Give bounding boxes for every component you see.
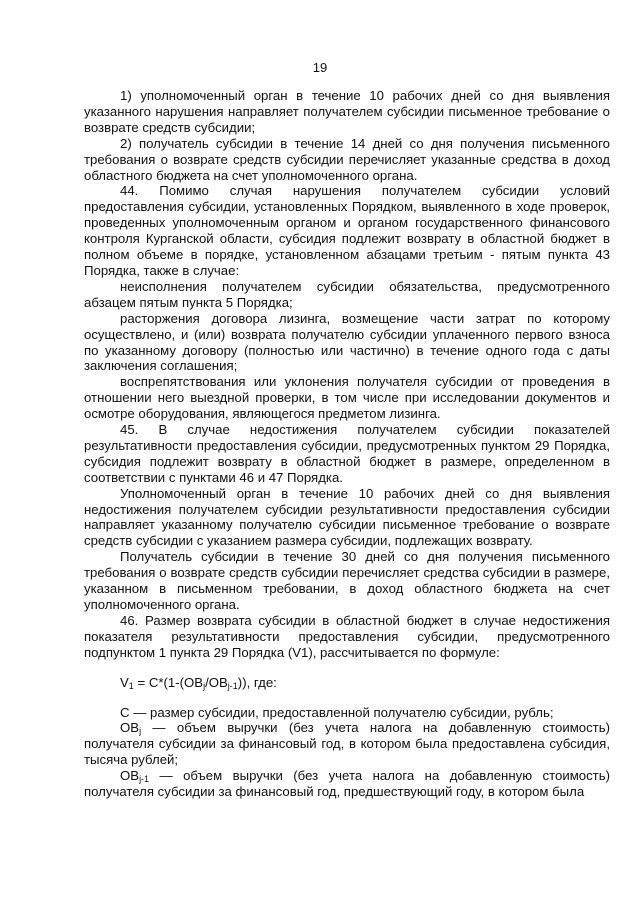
paragraph-43-1: 1) уполномоченный орган в течение 10 рабочих дней со дня выявления указанного нарушения направляет получателем субсидии письменное требование о возврате средств субсидии; [84,88,610,135]
definition-c [84,705,610,721]
definition-text: — объем выручки (без учета налога на добавленную стоимость) получателя субсидии за финансовый год, предшествующий году, в котором была [84,768,610,800]
definition-sub: j [139,726,142,737]
definition-text: — объем выручки (без учета налога на добавленную стоимость) получателя субсидии за финансовый год, в котором была предоставлена субсидия, тысяча рублей; [84,720,610,768]
paragraph-45-notice: Уполномоченный орган в течение 10 рабочих дней со дня выявления недостижения получателем субсидии результативности предоставления субсидии направляет указанному получателю субсидии письменное требование о возврате средств субсидии с указанием размера субсидии, подлежащих возврату. [84,485,610,549]
paragraph-44-case-2: расторжения договора лизинга, возмещение части затрат по которому осуществлено, и (или) возврата получателю субсидии уплаченного первого взноса по указанному договору (полностью или частично) в течение одного года с даты заключения соглашения; [84,310,610,374]
page-number: 19 [312,60,328,75]
paragraph-43-2: 2) получатель субсидии в течение 14 дней со дня получения письменного требования о возврате средств субсидии перечисляет указанные средства в доход областного бюджета на счет уполномоченного органа. [84,135,610,183]
formula-rhs-b: /ОВ [205,674,228,690]
paragraph-44-case-3: воспрепятствования или уклонения получателя субсидии от проведения в отношении него выездной проверки, в том числе при исследовании документов и осмотре оборудования, являющегося предметом лизинга. [84,374,610,422]
document-body [84,88,610,800]
definition-text: — размер субсидии, предоставленной получателю субсидии, рубль; [129,704,554,720]
paragraph-44-case-1: неисполнения получателем субсидии обязательства, предусмотренного абзацем пятым пункта 5 Порядка; [84,278,610,310]
definition-sub: j-1 [139,774,150,785]
definition-ovj [84,720,610,768]
formula-lhs-sub: 1 [128,680,134,691]
definition-ovj1 [84,768,610,800]
paragraph-46: 46. Размер возврата субсидии в областной бюджет в случае недостижения показателя результативности предоставления субсидии, предусмотренного подпунктом 1 пункта 29 Порядка (V1), рассчитывается по формуле: [84,612,610,660]
formula-sub-j: j [203,680,206,691]
formula-lhs: V [120,674,129,690]
formula-rhs-c: )), где: [237,674,277,690]
definition-symbol: С [120,704,130,720]
formula-sub-j1: j-1 [227,680,238,691]
paragraph-45-transfer: Получатель субсидии в течение 30 дней со дня получения письменного требования о возврате средств субсидии перечисляет средства субсидии в размере, указанном в письменном требовании, в доход областного бюджета на счет уполномоченного органа. [84,549,610,612]
definition-symbol: ОВ [120,768,140,784]
paragraph-44: 44. Помимо случая нарушения получателем субсидии условий предоставления субсидии, установленных Порядком, выявленного в ходе проверок, проведенных уполномоченным органом и органом государственного финансового контроля Курганской области, субсидия подлежит возврату в областной бюджет в полном объеме в порядке, установленном абзацами третьим - пятым пункта 43 Порядка, также в случае: [84,183,610,278]
formula [84,675,610,691]
definition-symbol: ОВ [120,720,140,736]
formula-rhs-a: = С*(1-(ОВ [133,674,204,690]
paragraph-45: 45. В случае недостижения получателем субсидии показателей результативности предоставления субсидии, предусмотренных пунктом 29 Порядка, субсидия подлежит возврату в областной бюджет в размере, определенном в соответствии с пунктами 46 и 47 Порядка. [84,422,610,485]
